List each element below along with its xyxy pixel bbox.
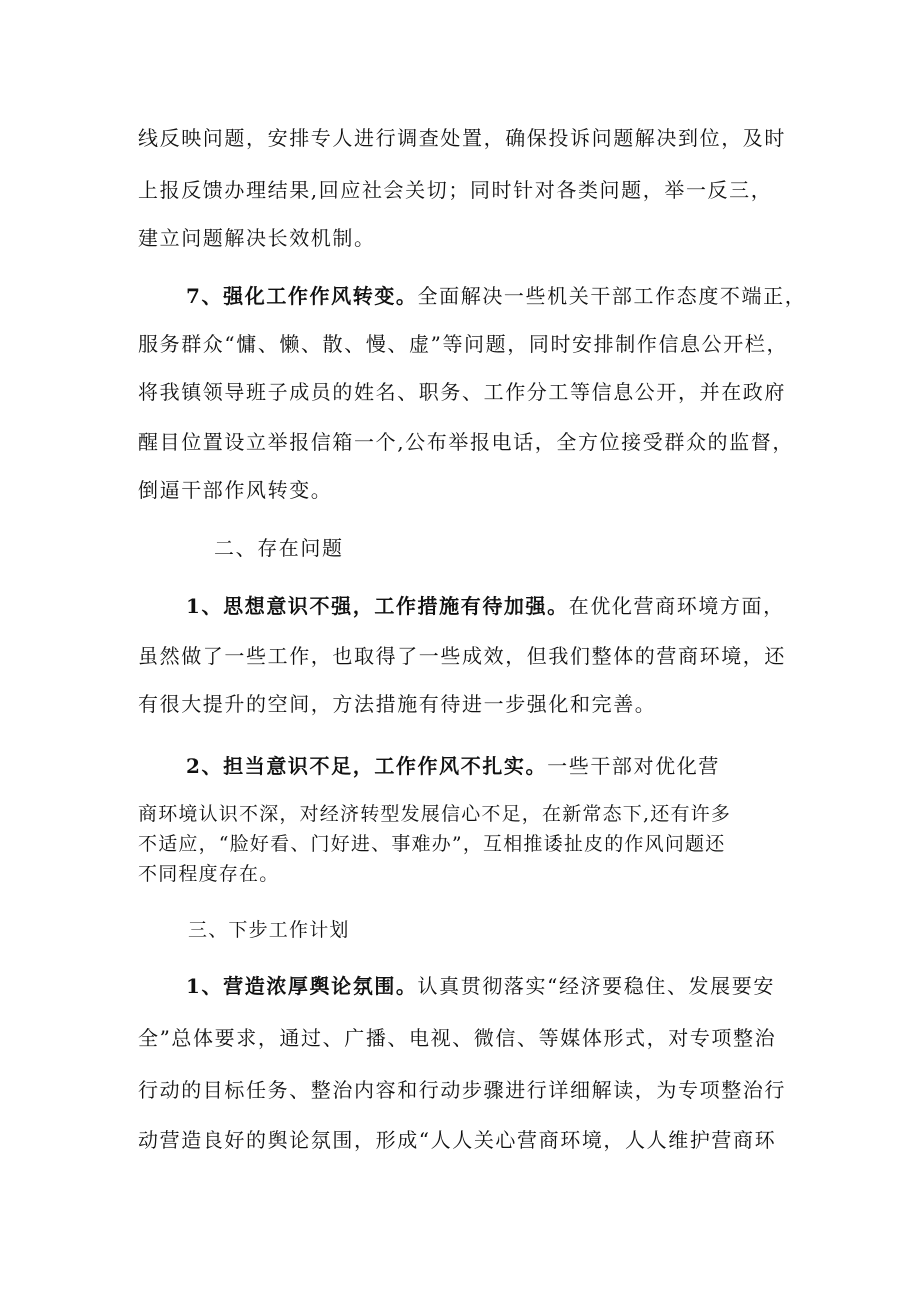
paragraph-7-text: 全面解决一些机关干部工作态度不端正， (417, 284, 807, 308)
text-line: 线反映问题，安排专人进行调查处置，确保投诉问题解决到位，及时 (138, 126, 786, 150)
problem-2-heading: 2、担当意识不足，工作作风不扎实。 (186, 754, 548, 778)
plan-1-first-line (186, 972, 798, 1000)
plan-1-heading: 1、营造浓厚舆论氛围。 (186, 974, 418, 998)
text-line: 全”总体要求，通过、广播、电视、微信、等媒体形式，对专项整治 (138, 1026, 777, 1050)
paragraph-7-heading: 7、强化工作作风转变。 (186, 284, 418, 308)
paragraph-7-first-line (186, 282, 807, 310)
problem-1-text: 在优化营商环境方面， (568, 594, 785, 618)
section-heading-next-steps: 三、下步工作计划 (188, 919, 350, 941)
section-heading-problems: 二、存在问题 (214, 536, 344, 560)
text-line: 倒逼干部作风转变。 (138, 478, 333, 502)
text-line: 服务群众“慵、懒、散、慢、虚”等问题，同时安排制作信息公开栏， (138, 332, 789, 356)
problem-2-text: 一些干部对优化营 (547, 754, 720, 778)
text-line: 不适应，“脸好看、门好进、事难办”，互相推诿扯皮的作风问题还 (138, 833, 726, 855)
problem-1-first-line (186, 592, 798, 620)
text-line: 有很大提升的空间，方法措施有待进一步强化和完善。 (138, 692, 657, 716)
problem-1-heading: 1、思想意识不强，工作措施有待加强。 (186, 594, 569, 618)
text-line: 不同程度存在。 (138, 863, 280, 885)
text-line: 上报反馈办理结果,回应社会关切；同时针对各类问题，举一反三， (138, 178, 773, 202)
problem-2-first-line (186, 752, 798, 780)
text-line: 建立问题解决长效机制。 (138, 226, 376, 250)
text-line: 动营造良好的舆论氛围，形成“人人关心营商环境，人人维护营商环 (138, 1128, 777, 1152)
text-line: 行动的目标任务、整治内容和行动步骤进行详细解读，为专项整治行 (138, 1078, 786, 1102)
plan-1-text: 认真贯彻落实“经济要稳住、发展要安 (417, 974, 775, 998)
text-line: 虽然做了一些工作，也取得了一些成效，但我们整体的营商环境，还 (138, 644, 786, 668)
text-line: 商环境认识不深，对经济转型发展信心不足，在新常态下,还有许多 (138, 803, 732, 825)
text-line: 醒目位置设立举报信箱一个,公布举报电话，全方位接受群众的监督， (138, 430, 794, 454)
text-line: 将我镇领导班子成员的姓名、职务、工作分工等信息公开，并在政府 (138, 380, 786, 404)
